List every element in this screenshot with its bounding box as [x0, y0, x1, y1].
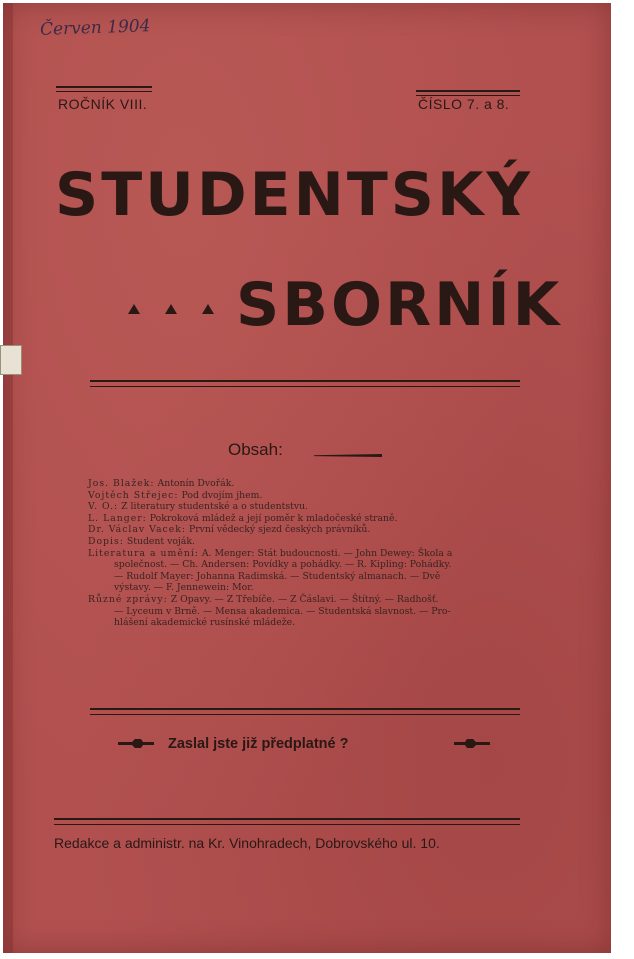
spine-edge — [3, 3, 13, 953]
entry-author: Dopis: — [88, 535, 124, 547]
contents-entry — [88, 536, 524, 548]
title-line-2: SBORNÍK — [236, 270, 563, 340]
triangle-ornament — [165, 304, 177, 314]
header-rule-left — [56, 86, 152, 88]
entry-author: Vojtěch Střejec: — [88, 489, 179, 501]
header-rule-right — [416, 90, 520, 92]
title-line-1: STUDENTSKÝ — [55, 160, 533, 230]
entry-title: Antonín Dvořák. — [154, 478, 235, 489]
entry-title: Pod dvojím jhem. — [178, 489, 263, 501]
contents-entry — [88, 501, 524, 513]
entry-continuation: hlášení akademické rusínské mládeže. — [114, 617, 296, 629]
footer-address: Redakce a administr. na Kr. Vinohradech, Dobrovského ul. 10. — [54, 835, 440, 851]
entry-continuation: — Lyceum v Brně. — Mensa akademica. — Studentská slavnost. — Pro- — [114, 605, 451, 617]
entry-author: Literatura a umění: — [88, 547, 199, 559]
footer-rule-thin — [54, 824, 520, 825]
contents-entry — [88, 548, 524, 560]
entry-continuation: výstavy. — F. Jennewein: Mor. — [114, 582, 254, 594]
entry-title: Student voják. — [123, 535, 195, 547]
triangle-ornament — [202, 304, 214, 314]
divider-rule — [90, 708, 520, 710]
pointing-hand-right-icon — [118, 739, 154, 751]
contents-entry — [88, 594, 524, 606]
triangle-ornament — [128, 304, 140, 314]
contents-entry — [88, 524, 524, 536]
divider-rule-thin — [90, 386, 520, 387]
header-rule-left-thin — [56, 91, 152, 92]
pointing-hand-left-icon — [454, 739, 490, 751]
entry-author: Dr. Václav Vacek: — [88, 524, 186, 536]
contents-entry — [88, 513, 524, 525]
subscription-notice — [118, 734, 498, 758]
contents-entry — [88, 490, 524, 502]
contents-list — [88, 478, 524, 629]
entry-continuation: společnost. — Ch. Andersen: Povídky a pohádky. — R. Kipling: Pohádky. — [114, 559, 452, 571]
contents-heading: Obsah: — [228, 440, 283, 459]
divider-rule — [90, 380, 520, 382]
entry-author: Jos. Blažek: — [88, 478, 155, 489]
entry-title: A. Menger: Stát budoucnosti. — John Dewey: Škola a — [198, 547, 453, 559]
entry-title: První vědecký sjezd českých právníků. — [186, 524, 371, 536]
triangle-ornament — [508, 205, 520, 215]
entry-continuation: — Rudolf Mayer: Johanna Radimská. — Studentský almanach. — Dvě — [114, 570, 441, 582]
handwritten-note: Červen 1904 — [39, 16, 151, 40]
entry-author: Různé zprávy: — [88, 593, 168, 605]
entry-title: Z Opavy. — Z Třebíče. — Z Čáslavi. — Štítný. — Radhošť. — [167, 593, 439, 605]
entry-title: Z literatury studentské a o studentstvu. — [118, 501, 309, 513]
issue-label: ČÍSLO 7. a 8. — [418, 96, 510, 112]
subscription-text: Zaslal jste již předplatné ? — [168, 736, 349, 752]
entry-author: L. Langer: — [88, 512, 147, 524]
entry-author: V. O.: — [88, 501, 119, 513]
paper-tab — [0, 345, 22, 375]
divider-rule-thin — [90, 714, 520, 715]
footer-rule — [54, 818, 520, 820]
contents-entry — [88, 478, 524, 490]
entry-title: Pokroková mládež a její poměr k mladočeské straně. — [146, 512, 398, 524]
volume-label: ROČNÍK VIII. — [58, 96, 148, 112]
